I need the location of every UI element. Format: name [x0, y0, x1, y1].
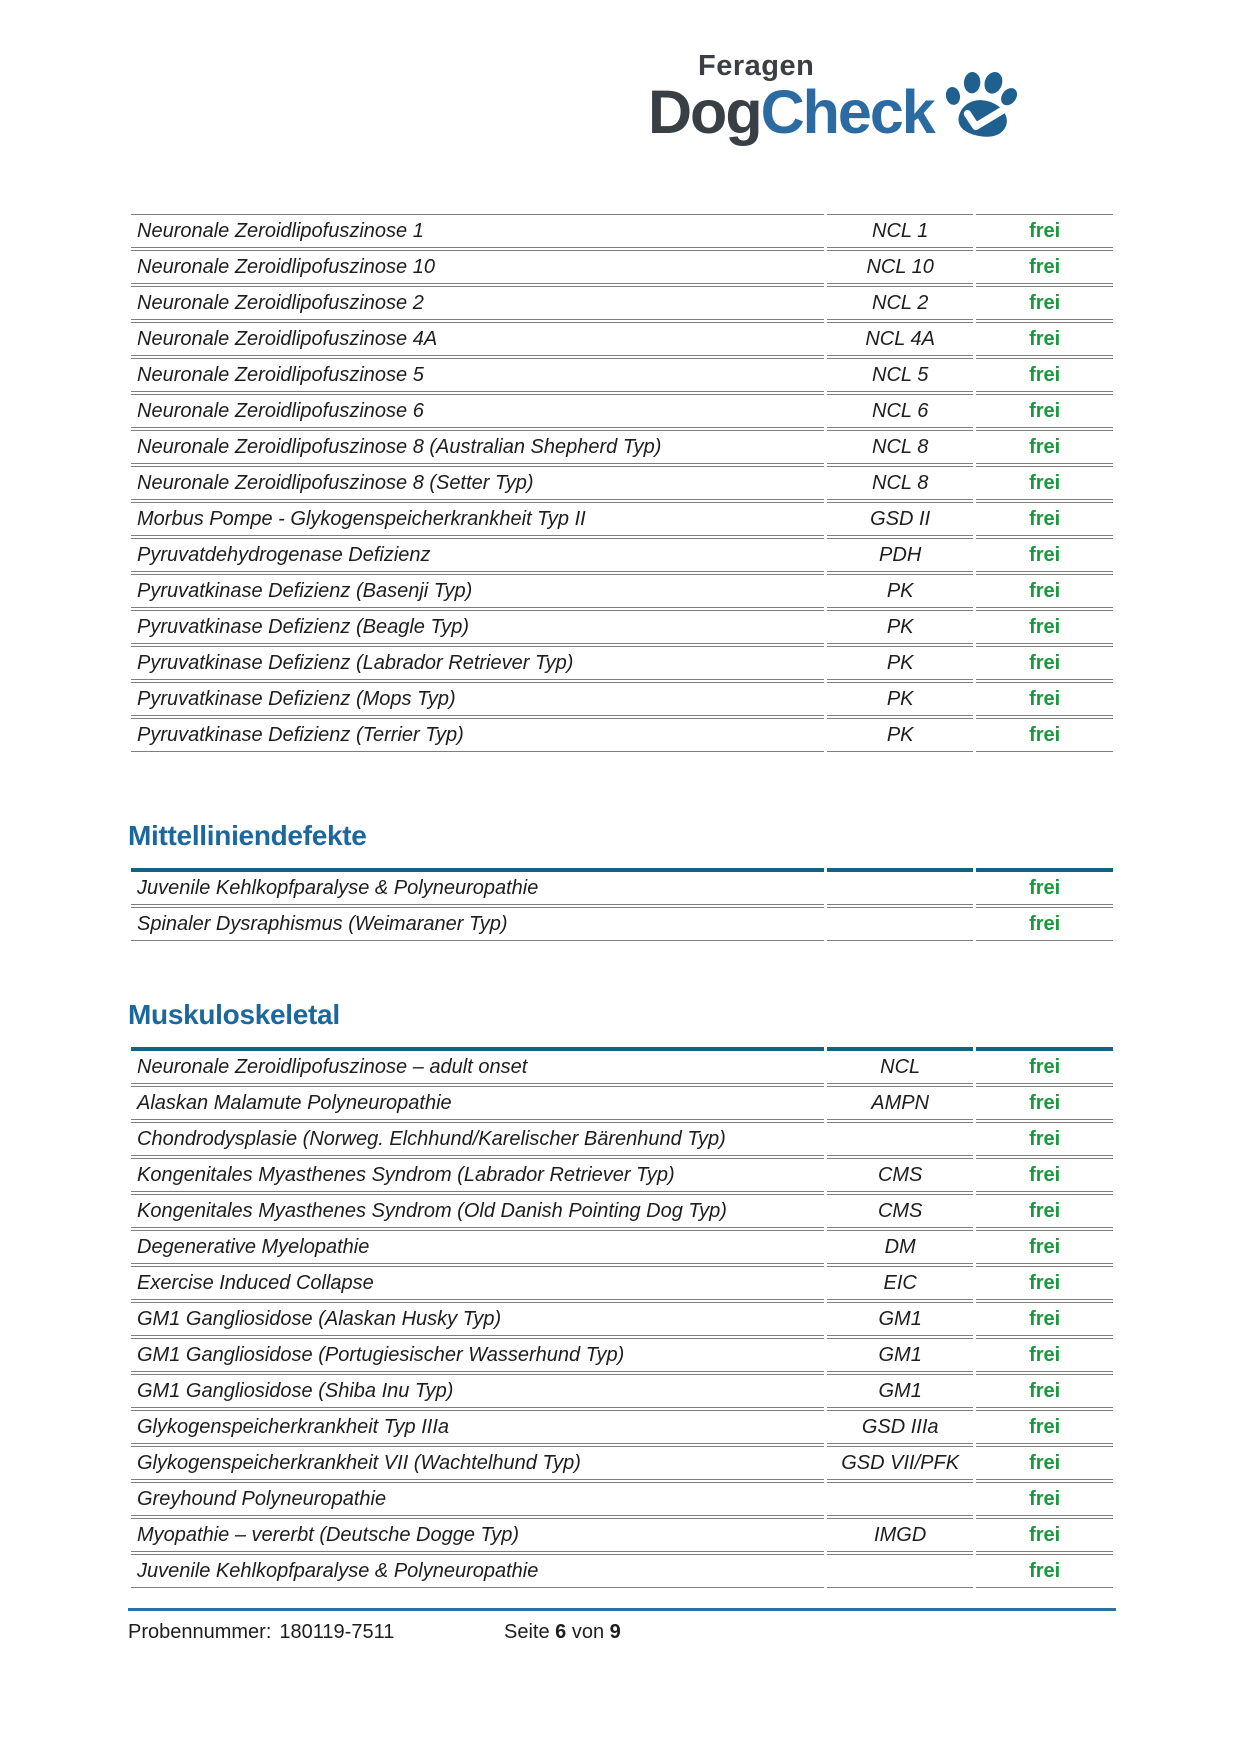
condition-abbreviation: PDH	[827, 538, 973, 572]
status-value: frei	[976, 868, 1113, 905]
table-row	[131, 250, 1113, 284]
condition-abbreviation: NCL 8	[827, 466, 973, 500]
table-row	[131, 1338, 1113, 1372]
condition-abbreviation: IMGD	[827, 1518, 973, 1552]
condition-abbreviation: PK	[827, 610, 973, 644]
table-row	[131, 1302, 1113, 1336]
table-row	[131, 538, 1113, 572]
status-value: frei	[976, 1230, 1113, 1264]
status-value: frei	[976, 1482, 1113, 1516]
status-value: frei	[976, 1158, 1113, 1192]
logo-feragen-text: Feragen	[698, 50, 815, 82]
table-row	[131, 718, 1113, 752]
condition-name: Glykogenspeicherkrankheit VII (Wachtelhund Typ)	[131, 1446, 824, 1480]
table-row	[131, 1482, 1113, 1516]
condition-abbreviation: NCL 8	[827, 430, 973, 464]
table-row	[131, 646, 1113, 680]
report-content	[128, 212, 1116, 1590]
table-row	[131, 394, 1113, 428]
dogcheck-logo	[648, 52, 1022, 146]
condition-name: Pyruvatkinase Defizienz (Basenji Typ)	[131, 574, 824, 608]
condition-name: Neuronale Zeroidlipofuszinose 4A	[131, 322, 824, 356]
table-row	[131, 466, 1113, 500]
logo-dog-text: Dog	[648, 78, 761, 146]
condition-name: GM1 Gangliosidose (Portugiesischer Wasserhund Typ)	[131, 1338, 824, 1372]
condition-name: Pyruvatkinase Defizienz (Labrador Retriever Typ)	[131, 646, 824, 680]
table-row	[131, 1518, 1113, 1552]
status-value: frei	[976, 1446, 1113, 1480]
condition-name: Neuronale Zeroidlipofuszinose 10	[131, 250, 824, 284]
status-value: frei	[976, 1518, 1113, 1552]
condition-abbreviation: NCL 5	[827, 358, 973, 392]
status-value: frei	[976, 1047, 1113, 1084]
page-prefix: Seite	[504, 1621, 550, 1643]
status-value: frei	[976, 646, 1113, 680]
status-value: frei	[976, 286, 1113, 320]
table-row	[131, 214, 1113, 248]
status-value: frei	[976, 610, 1113, 644]
condition-name: Pyruvatkinase Defizienz (Beagle Typ)	[131, 610, 824, 644]
status-value: frei	[976, 538, 1113, 572]
condition-name: Chondrodysplasie (Norweg. Elchhund/Karelischer Bärenhund Typ)	[131, 1122, 824, 1156]
status-value: frei	[976, 1266, 1113, 1300]
condition-abbreviation	[827, 1554, 973, 1588]
condition-name: Neuronale Zeroidlipofuszinose 8 (Australian Shepherd Typ)	[131, 430, 824, 464]
table-row	[131, 574, 1113, 608]
status-value: frei	[976, 1086, 1113, 1120]
condition-abbreviation	[827, 868, 973, 905]
condition-name: Kongenitales Myasthenes Syndrom (Labrador Retriever Typ)	[131, 1158, 824, 1192]
table-row	[131, 358, 1113, 392]
page-current: 6	[555, 1621, 567, 1643]
condition-name: Glykogenspeicherkrankheit Typ IIIa	[131, 1410, 824, 1444]
table-row	[131, 1230, 1113, 1264]
page-footer	[128, 1608, 1116, 1644]
status-value: frei	[976, 907, 1113, 941]
condition-name: Neuronale Zeroidlipofuszinose 1	[131, 214, 824, 248]
page-separator: von	[571, 1621, 605, 1643]
sample-number-value: 180119-7511	[279, 1621, 395, 1643]
condition-abbreviation	[827, 1482, 973, 1516]
condition-name: Degenerative Myelopathie	[131, 1230, 824, 1264]
condition-name: Neuronale Zeroidlipofuszinose – adult onset	[131, 1047, 824, 1084]
table-row	[131, 1194, 1113, 1228]
status-value: frei	[976, 502, 1113, 536]
status-value: frei	[976, 322, 1113, 356]
page-number	[504, 1621, 621, 1644]
condition-abbreviation: NCL 10	[827, 250, 973, 284]
paw-check-icon	[940, 52, 1022, 146]
status-value: frei	[976, 1554, 1113, 1588]
table-row	[131, 1410, 1113, 1444]
sample-number-label: Probennummer:	[128, 1621, 272, 1643]
section-heading-mittelliniendefekte: Mittelliniendefekte	[128, 820, 367, 851]
status-value: frei	[976, 214, 1113, 248]
status-value: frei	[976, 250, 1113, 284]
condition-abbreviation: GM1	[827, 1338, 973, 1372]
condition-abbreviation: GM1	[827, 1374, 973, 1408]
table-row	[131, 430, 1113, 464]
status-value: frei	[976, 394, 1113, 428]
condition-abbreviation: PK	[827, 574, 973, 608]
condition-abbreviation: EIC	[827, 1266, 973, 1300]
condition-name: Juvenile Kehlkopfparalyse & Polyneuropathie	[131, 868, 824, 905]
genetic-results-table-mittelliniendefekte	[128, 866, 1116, 943]
genetic-results-table-muskuloskeletal	[128, 1045, 1116, 1590]
logo-check-text: Check	[760, 78, 934, 146]
condition-name: GM1 Gangliosidose (Shiba Inu Typ)	[131, 1374, 824, 1408]
condition-abbreviation	[827, 907, 973, 941]
condition-abbreviation: PK	[827, 646, 973, 680]
status-value: frei	[976, 1194, 1113, 1228]
table-row	[131, 286, 1113, 320]
table-row	[131, 1554, 1113, 1588]
table-row	[131, 1374, 1113, 1408]
condition-abbreviation: NCL 6	[827, 394, 973, 428]
table-row	[131, 682, 1113, 716]
status-value: frei	[976, 682, 1113, 716]
status-value: frei	[976, 1374, 1113, 1408]
condition-abbreviation	[827, 1122, 973, 1156]
status-value: frei	[976, 1338, 1113, 1372]
condition-name: Morbus Pompe - Glykogenspeicherkrankheit Typ II	[131, 502, 824, 536]
condition-name: Myopathie – vererbt (Deutsche Dogge Typ)	[131, 1518, 824, 1552]
condition-abbreviation: PK	[827, 682, 973, 716]
condition-abbreviation: NCL 4A	[827, 322, 973, 356]
status-value: frei	[976, 574, 1113, 608]
condition-name: Kongenitales Myasthenes Syndrom (Old Danish Pointing Dog Typ)	[131, 1194, 824, 1228]
condition-name: Neuronale Zeroidlipofuszinose 2	[131, 286, 824, 320]
condition-name: GM1 Gangliosidose (Alaskan Husky Typ)	[131, 1302, 824, 1336]
condition-abbreviation: GSD VII/PFK	[827, 1446, 973, 1480]
status-value: frei	[976, 718, 1113, 752]
status-value: frei	[976, 1302, 1113, 1336]
table-row	[131, 868, 1113, 905]
condition-name: Pyruvatkinase Defizienz (Terrier Typ)	[131, 718, 824, 752]
condition-abbreviation: CMS	[827, 1194, 973, 1228]
status-value: frei	[976, 430, 1113, 464]
condition-abbreviation: GSD IIIa	[827, 1410, 973, 1444]
condition-name: Greyhound Polyneuropathie	[131, 1482, 824, 1516]
condition-abbreviation: NCL 2	[827, 286, 973, 320]
table-row	[131, 907, 1113, 941]
table-row	[131, 1266, 1113, 1300]
condition-name: Pyruvatkinase Defizienz (Mops Typ)	[131, 682, 824, 716]
status-value: frei	[976, 1410, 1113, 1444]
page-total: 9	[609, 1621, 621, 1643]
status-value: frei	[976, 1122, 1113, 1156]
section-heading-muskuloskeletal: Muskuloskeletal	[128, 999, 340, 1030]
table-row	[131, 1158, 1113, 1192]
table-row	[131, 502, 1113, 536]
condition-name: Neuronale Zeroidlipofuszinose 6	[131, 394, 824, 428]
genetic-results-table-continued	[128, 212, 1116, 754]
table-row	[131, 322, 1113, 356]
condition-name: Exercise Induced Collapse	[131, 1266, 824, 1300]
condition-name: Pyruvatdehydrogenase Defizienz	[131, 538, 824, 572]
condition-abbreviation: NCL 1	[827, 214, 973, 248]
table-row	[131, 1086, 1113, 1120]
condition-abbreviation: NCL	[827, 1047, 973, 1084]
condition-name: Neuronale Zeroidlipofuszinose 8 (Setter Typ)	[131, 466, 824, 500]
table-row	[131, 610, 1113, 644]
condition-abbreviation: GM1	[827, 1302, 973, 1336]
table-row	[131, 1047, 1113, 1084]
condition-name: Spinaler Dysraphismus (Weimaraner Typ)	[131, 907, 824, 941]
condition-name: Juvenile Kehlkopfparalyse & Polyneuropathie	[131, 1554, 824, 1588]
condition-name: Neuronale Zeroidlipofuszinose 5	[131, 358, 824, 392]
status-value: frei	[976, 466, 1113, 500]
condition-abbreviation: GSD II	[827, 502, 973, 536]
table-row	[131, 1122, 1113, 1156]
condition-abbreviation: AMPN	[827, 1086, 973, 1120]
condition-abbreviation: DM	[827, 1230, 973, 1264]
condition-name: Alaskan Malamute Polyneuropathie	[131, 1086, 824, 1120]
table-row	[131, 1446, 1113, 1480]
status-value: frei	[976, 358, 1113, 392]
condition-abbreviation: PK	[827, 718, 973, 752]
condition-abbreviation: CMS	[827, 1158, 973, 1192]
